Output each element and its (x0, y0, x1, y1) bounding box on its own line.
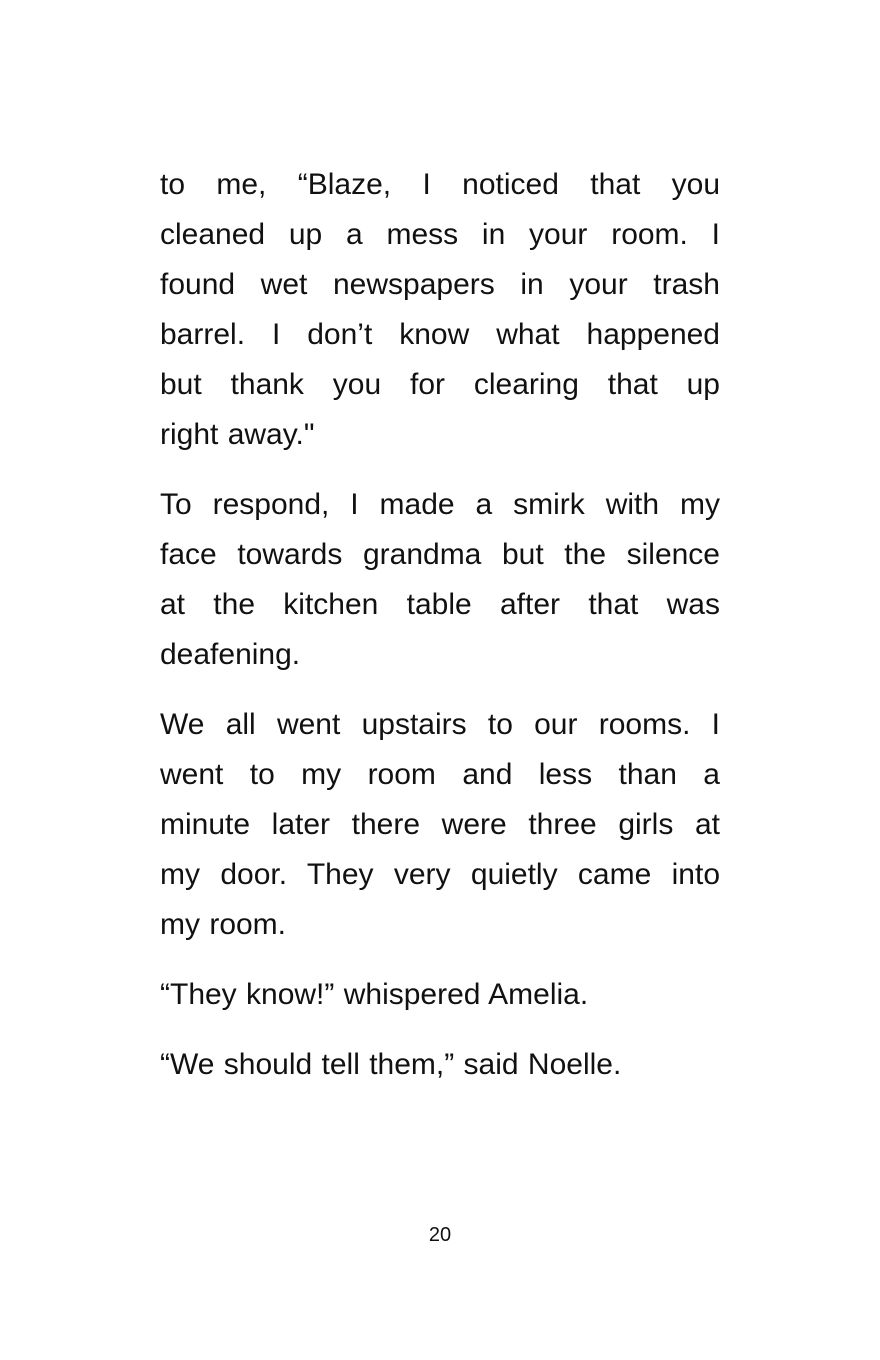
text-line: went to my room and less than a (160, 758, 720, 791)
page-number: 20 (428, 1224, 452, 1246)
text-line: at the kitchen table after that was (160, 588, 720, 621)
text-line: but thank you for clearing that up (160, 368, 720, 401)
text-line: found wet newspapers in your trash (160, 268, 720, 301)
text-line: “They know!” whispered Amelia. (160, 978, 589, 1011)
text-line: minute later there were three girls at (160, 808, 720, 841)
text-line: my room. (160, 908, 287, 941)
paragraph-3 (160, 700, 720, 950)
text-line: deafening. (160, 638, 301, 671)
text-line: my door. They very quietly came into (160, 858, 720, 891)
text-line: barrel. I don’t know what happened (160, 318, 720, 351)
text-line: We all went upstairs to our rooms. I (160, 708, 720, 741)
paragraph-1 (160, 160, 720, 460)
text-line: To respond, I made a smirk with my (160, 488, 720, 521)
paragraph-5 (160, 1040, 720, 1090)
text-line: to me, “Blaze, I noticed that you (160, 168, 720, 201)
text-line: “We should tell them,” said Noelle. (160, 1048, 622, 1081)
paragraph-2 (160, 480, 720, 680)
paragraph-4 (160, 970, 720, 1020)
text-line: face towards grandma but the silence (160, 538, 720, 571)
text-line: right away." (160, 418, 315, 451)
body-text (160, 160, 720, 1110)
text-line: cleaned up a mess in your room. I (160, 218, 720, 251)
